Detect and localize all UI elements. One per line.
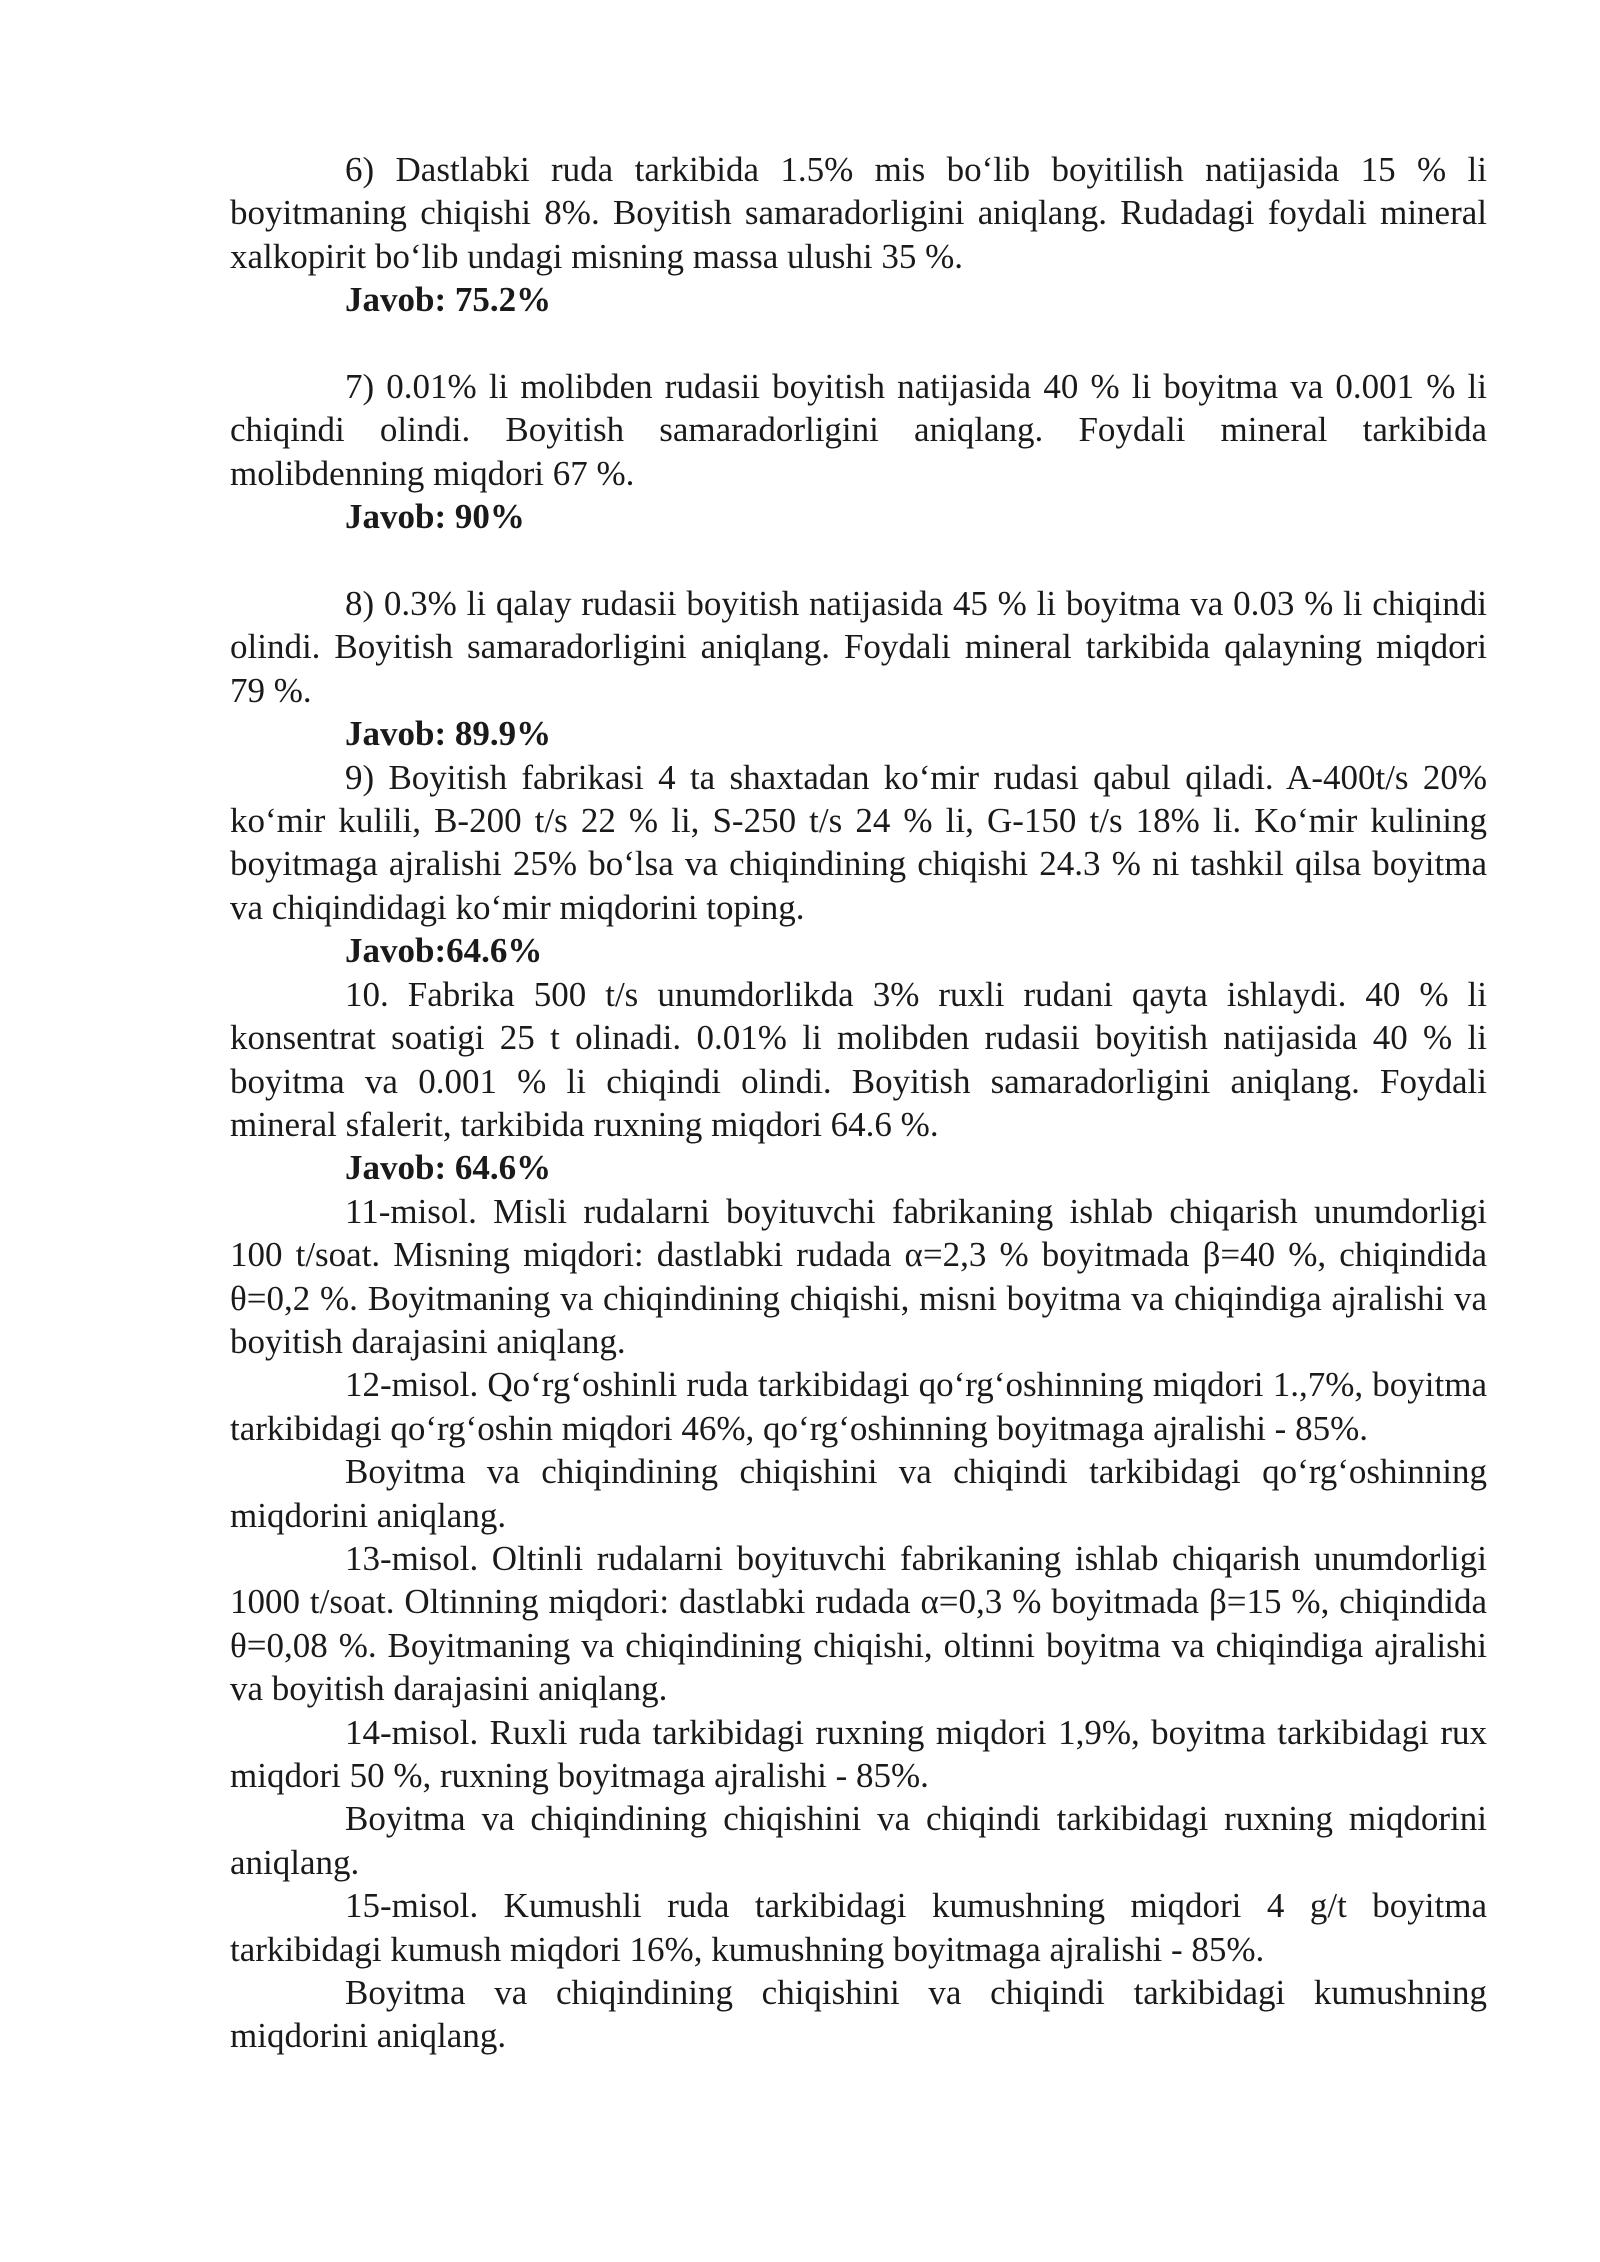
example-12-text: 12-misol. Qo‘rg‘oshinli ruda tarkibidagi qo‘rg‘oshinning miqdori 1.,7%, boyitma tarkibidagi qo‘rg‘oshin miqdori 46%, qo‘rg‘oshinning boyitmaga ajralishi - 85%.: [230, 1365, 1487, 1448]
spacer: [230, 539, 1487, 582]
problem-6-text: 6) Dastlabki ruda tarkibida 1.5% mis bo‘lib boyitilish natijasida 15 % li boyitmaning chiqishi 8%. Boyitish samaradorligini aniqlang. Rudadagi foydali mineral xalkopirit bo‘lib undagi misning massa ulushi 35 %.: [230, 150, 1487, 276]
example-14-text: 14-misol. Ruxli ruda tarkibidagi ruxning miqdori 1,9%, boyitma tarkibidagi rux miqdori 50 %, ruxning boyitmaga ajralishi - 85%.: [230, 1712, 1487, 1795]
example-11-text: 11-misol. Misli rudalarni boyituvchi fabrikaning ishlab chiqarish unumdorligi 100 t/soat. Misning miqdori: dastlabki rudada α=2,3 % boyitmada β=40 %, chiqindida θ=0,2 %. Boyitmaning va chiqindining chiqishi, misni boyitma va chiqindiga ajralishi va boyitish darajasini aniqlang.: [230, 1191, 1487, 1361]
problem-9-answer: Javob:64.6%: [345, 931, 543, 971]
example-14-task: Boyitma va chiqindining chiqishini va chiqindi tarkibidagi ruxning miqdorini aniqlang.: [230, 1799, 1487, 1882]
problem-9-text: 9) Boyitish fabrikasi 4 ta shaxtadan ko‘mir rudasi qabul qiladi. A-400t/s 20% ko‘mir kulili, B-200 t/s 22 % li, S-250 t/s 24 % li, G-150 t/s 18% li. Ko‘mir kulining boyitmaga ajralishi 25% bo‘lsa va chiqindining chiqishi 24.3 % ni tashkil qilsa boyitma va chiqindidagi ko‘mir miqdorini toping.: [230, 757, 1487, 927]
problem-7-answer: Javob: 90%: [345, 497, 525, 537]
example-12-task: Boyitma va chiqindining chiqishini va chiqindi tarkibidagi qo‘rg‘oshinning miqdorini aniqlang.: [230, 1452, 1487, 1535]
problem-6-answer: Javob: 75.2%: [345, 280, 552, 320]
example-13-text: 13-misol. Oltinli rudalarni boyituvchi fabrikaning ishlab chiqarish unumdorligi 1000 t/soat. Oltinning miqdori: dastlabki rudada α=0,3 % boyitmada β=15 %, chiqindida θ=0,08 %. Boyitmaning va chiqindining chiqishi, oltinni boyitma va chiqindiga ajralishi va boyitish darajasini aniqlang.: [230, 1538, 1487, 1709]
problem-7-text: 7) 0.01% li molibden rudasii boyitish natijasida 40 % li boyitma va 0.001 % li chiqindi olindi. Boyitish samaradorligini aniqlang. Foydali mineral tarkibida molibdenning miqdori 67 %.: [230, 367, 1487, 493]
example-15-text: 15-misol. Kumushli ruda tarkibidagi kumushning miqdori 4 g/t boyitma tarkibidagi kumush miqdori 16%, kumushning boyitmaga ajralishi - 85%.: [230, 1886, 1487, 1969]
problem-8-text: 8) 0.3% li qalay rudasii boyitish natijasida 45 % li boyitma va 0.03 % li chiqindi olindi. Boyitish samaradorligini aniqlang. Foydali mineral tarkibida qalayning miqdori 79 %.: [230, 584, 1487, 710]
spacer: [230, 322, 1487, 365]
problem-10-answer: Javob: 64.6%: [345, 1148, 552, 1188]
example-15-task: Boyitma va chiqindining chiqishini va chiqindi tarkibidagi kumushning miqdorini aniqlang.: [230, 1973, 1487, 2056]
problem-8-answer: Javob: 89.9%: [345, 714, 552, 754]
problem-10-text: 10. Fabrika 500 t/s unumdorlikda 3% ruxli rudani qayta ishlaydi. 40 % li konsentrat soatigi 25 t olinadi. 0.01% li molibden rudasii boyitish natijasida 40 % li boyitma va 0.001 % li chiqindi olindi. Boyitish samaradorligini aniqlang. Foydali mineral sfalerit, tarkibida ruxning miqdori 64.6 %.: [230, 974, 1487, 1144]
document-page: [230, 148, 1487, 2058]
